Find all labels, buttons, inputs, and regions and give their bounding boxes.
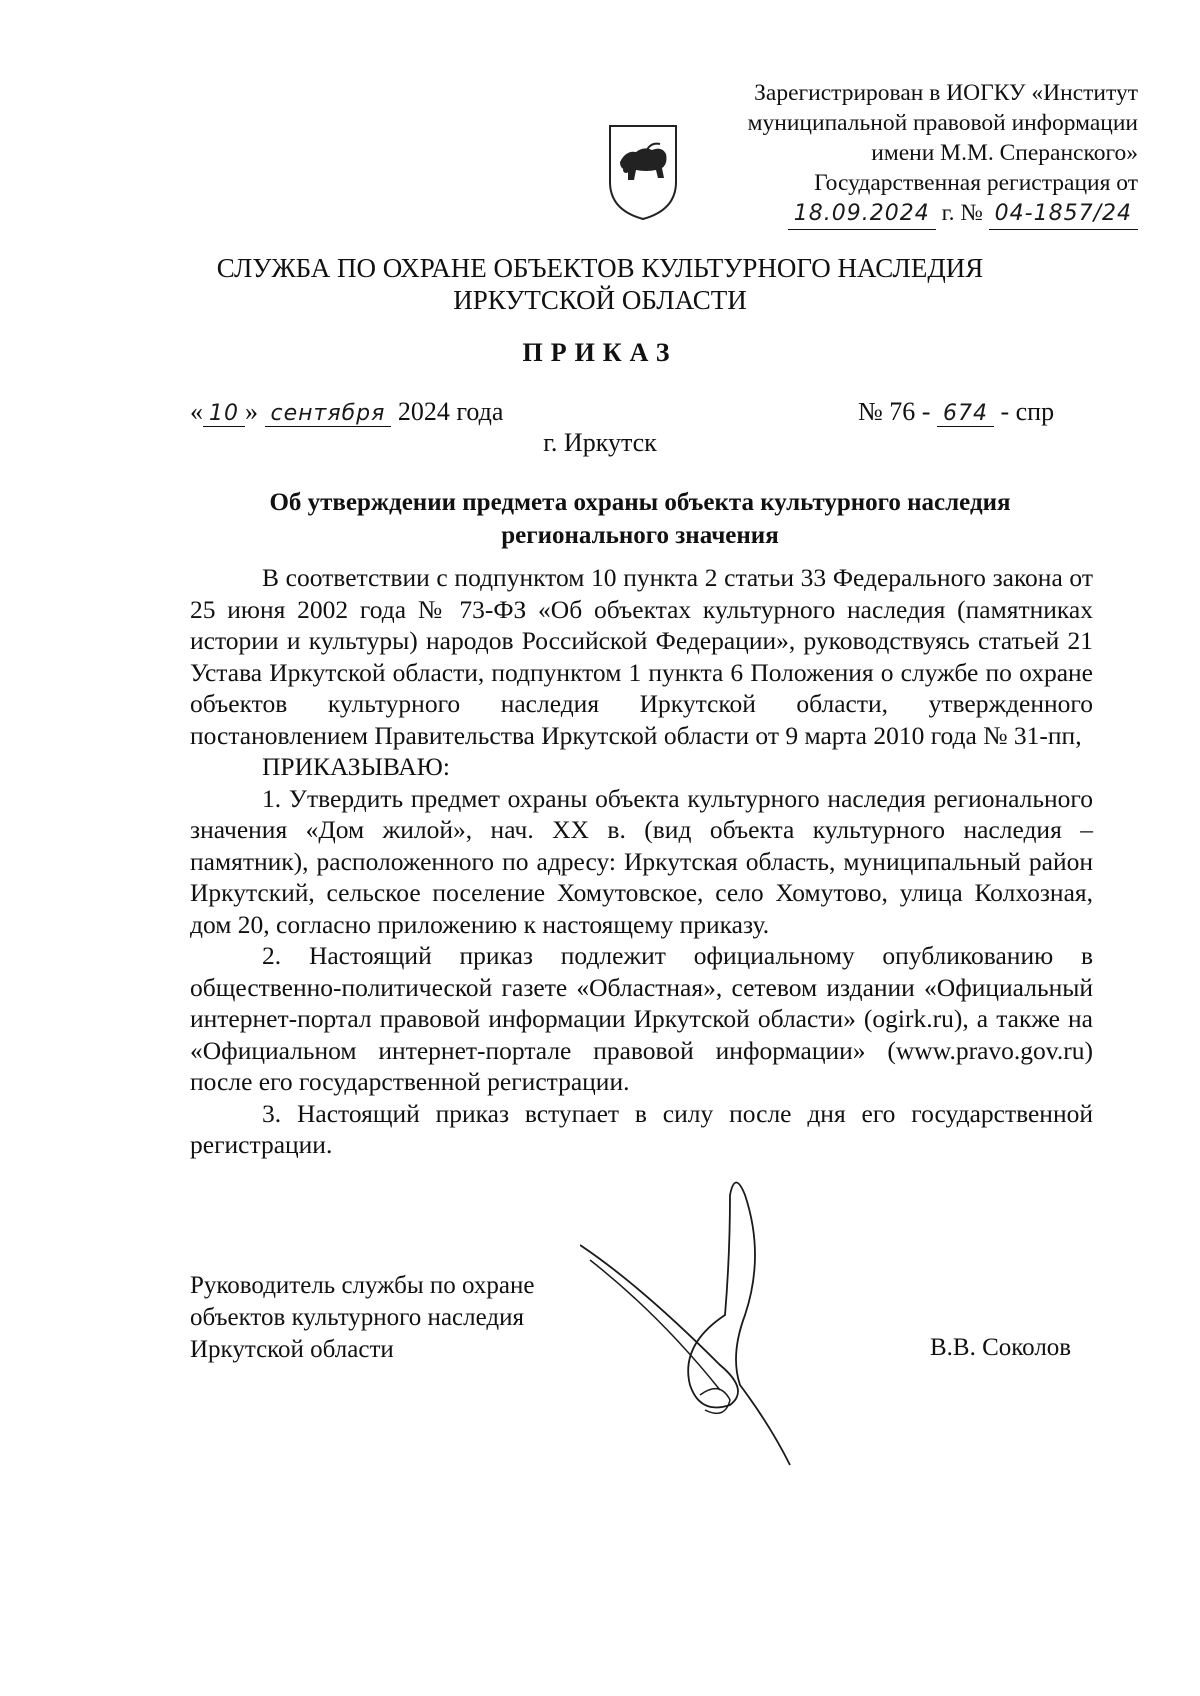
- signatory-position: [190, 1270, 534, 1366]
- agency-line-2: ИРКУТСКОЙ ОБЛАСТИ: [453, 285, 747, 315]
- agency-name: [0, 252, 1200, 316]
- signatory-name: В.В. Соколов: [930, 1334, 1072, 1361]
- signatory-line-1: Руководитель службы по охране: [190, 1272, 535, 1299]
- order-number-value: 674: [937, 401, 994, 427]
- registration-line-2: муниципальной правовой информации: [747, 110, 1138, 136]
- document-body: [190, 562, 1093, 1161]
- registration-number-prefix: г. №: [941, 200, 983, 226]
- agency-line-1: СЛУЖБА ПО ОХРАНЕ ОБЪЕКТОВ КУЛЬТУРНОГО НАСЛЕДИЯ: [216, 253, 984, 283]
- registration-line-3: имени М.М. Сперанского»: [871, 140, 1138, 166]
- order-number-prefix: № 76 -: [858, 397, 931, 426]
- quote-close: »: [245, 397, 258, 426]
- registration-stamp: [690, 78, 1138, 230]
- registration-line-4: Государственная регистрация от: [814, 170, 1138, 196]
- handwritten-signature: [580, 1175, 820, 1475]
- item-1-paragraph: 1. Утвердить предмет охраны объекта культурного наследия регионального значения «Дом жилой», нач. XX в. (вид объекта культурного наследия – памятник), расположенного по адресу: Иркутская область, муниципальный район Иркутский, сельское поселение Хомутовское, село Хомутово, улица Колхозная, дом 20, согласно приложению к настоящему приказу.: [190, 783, 1093, 939]
- order-date: [190, 397, 503, 427]
- order-number-suffix: - спр: [1000, 397, 1055, 426]
- item-2-paragraph: 2. Настоящий приказ подлежит официальному опубликованию в общественно-политической газете «Областная», сетевом издании «Официальный интернет-портал правовой информации Иркутской области» (ogirk.ru), а также на «Официальном интернет-портале правовой информации» (www.pravo.gov.ru) после его государственной регистрации.: [190, 941, 1093, 1096]
- order-year: 2024 года: [397, 397, 504, 426]
- order-city: г. Иркутск: [543, 428, 657, 457]
- document-type: ПРИКАЗ: [522, 338, 678, 367]
- registration-date: 18.09.2024: [788, 199, 936, 230]
- order-month: сентября: [265, 401, 392, 427]
- registration-date-number: [690, 198, 1138, 230]
- registration-number: 04-1857/24: [989, 199, 1138, 230]
- order-number: [858, 397, 1054, 427]
- signatory-line-3: Иркутской области: [190, 1336, 394, 1363]
- document-title: [190, 486, 1090, 552]
- order-day: 10: [203, 401, 245, 427]
- title-line-1: Об утверждении предмета охраны объекта культурного наследия: [269, 489, 1011, 516]
- signatory-line-2: объектов культурного наследия: [190, 1304, 524, 1331]
- title-line-2: регионального значения: [501, 522, 779, 549]
- item-3-paragraph: 3. Настоящий приказ вступает в силу после дня его государственной регистрации.: [190, 1098, 1093, 1159]
- registration-line-1: Зарегистрирован в ИОГКУ «Институт: [754, 80, 1138, 106]
- quote-open: «: [190, 397, 203, 426]
- preamble-paragraph: В соответствии с подпунктом 10 пункта 2 статьи 33 Федерального закона от 25 июня 2002 года № 73-ФЗ «Об объектах культурного наследия (памятниках истории и культуры) народов Российской Федерации», руководствуясь статьей 21 Устава Иркутской области, подпунктом 1 пункта 6 Положения о службе по охране объектов культурного наследия Иркутской области, утвержденного постановлением Правительства Иркутской области от 9 марта 2010 года № 31-пп,: [190, 563, 1093, 750]
- coat-of-arms-icon: [606, 122, 680, 222]
- order-word: ПРИКАЗЫВАЮ:: [262, 752, 450, 781]
